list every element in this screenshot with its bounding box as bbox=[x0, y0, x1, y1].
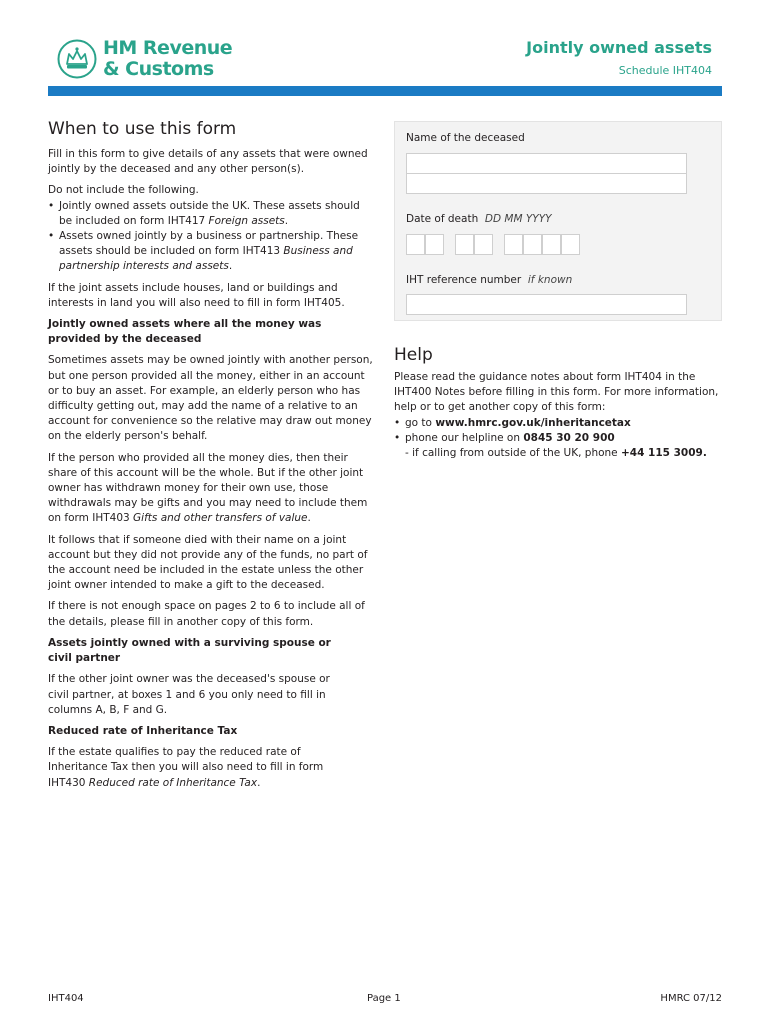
crown-crest-icon bbox=[57, 39, 97, 79]
abroad-note: - if calling from outside of the UK, phone +44 115 3009. bbox=[405, 447, 707, 460]
guidance-column bbox=[48, 118, 376, 797]
name-input-line1[interactable] bbox=[406, 153, 687, 174]
dod-month-digit-2[interactable] bbox=[474, 234, 493, 255]
dod-day-digit-1[interactable] bbox=[406, 234, 425, 255]
help-list bbox=[394, 416, 722, 446]
ref-hint: if known bbox=[527, 274, 573, 286]
reduced-heading: Reduced rate of Inheritance Tax bbox=[48, 724, 238, 737]
list-item: • go to www.hmrc.gov.uk/inheritancetax bbox=[394, 416, 722, 431]
list-item: • Jointly owned assets outside the UK. These assets should be included on form IHT417 Foreign assets. bbox=[48, 199, 376, 229]
helpline-number: 0845 30 20 900 bbox=[523, 431, 615, 444]
dod-year-digit-4[interactable] bbox=[561, 234, 580, 255]
money-heading: Jointly owned assets where all the money was provided by the deceased bbox=[48, 318, 322, 346]
org-name-line2: & Customs bbox=[103, 58, 214, 80]
exclude-list bbox=[48, 199, 376, 275]
spouse-heading: Assets jointly owned with a surviving spouse or civil partner bbox=[48, 636, 331, 665]
help-heading: Help bbox=[394, 345, 433, 365]
when-heading: When to use this form bbox=[48, 119, 237, 139]
money-p4: If there is not enough space on pages 2 to 6 to include all of the details, please fill in another copy of this form. bbox=[48, 600, 365, 628]
name-label: Name of the deceased bbox=[406, 132, 525, 144]
footer-version: HMRC 07/12 bbox=[660, 993, 722, 1004]
list-item: • Assets owned jointly by a business or partnership. These assets should be included on form IHT413 Business and partnership interests and assets. bbox=[48, 229, 376, 275]
exclude-intro: Do not include the following. bbox=[48, 184, 199, 197]
dod-year-digit-1[interactable] bbox=[504, 234, 523, 255]
reduced-body: If the estate qualifies to pay the reduced rate of Inheritance Tax then you will also need to fill in form IHT430 Reduced rate of Inheritance Tax. bbox=[48, 746, 324, 789]
dod-label: Date of death DD MM YYYY bbox=[406, 213, 552, 225]
iht-reference-input[interactable] bbox=[406, 294, 687, 315]
footer-page-number: Page 1 bbox=[367, 993, 401, 1004]
form-title: Jointly owned assets bbox=[526, 38, 712, 57]
dod-month-digit-1[interactable] bbox=[455, 234, 474, 255]
ref-label: IHT reference number if known bbox=[406, 274, 573, 286]
spouse-body: If the other joint owner was the deceased's spouse or civil partner, at boxes 1 and 6 you only need to fill in columns A, B, F and G. bbox=[48, 673, 330, 716]
hmrc-logo bbox=[57, 38, 232, 80]
deceased-details-panel bbox=[394, 121, 722, 321]
name-input-line2[interactable] bbox=[406, 173, 687, 194]
footer-form-code: IHT404 bbox=[48, 993, 84, 1004]
dod-format-hint: DD MM YYYY bbox=[484, 213, 552, 225]
when-intro: Fill in this form to give details of any assets that were owned jointly by the deceased and any other person(s). bbox=[48, 148, 368, 176]
help-intro: Please read the guidance notes about form IHT404 in the IHT400 Notes before filling in this form. For more information, help or to get another copy of this form: bbox=[394, 371, 719, 414]
dod-day-digit-2[interactable] bbox=[425, 234, 444, 255]
list-item: • phone our helpline on 0845 30 20 900 bbox=[394, 431, 722, 446]
hmrc-website-link[interactable]: www.hmrc.gov.uk/inheritancetax bbox=[435, 416, 631, 429]
money-p1: Sometimes assets may be owned jointly with another person, but one person provided all the money, either in an account or to buy an asset. For example, an elderly person who has difficulty getting out, may add the name of a relative to an account for convenience so the relative may draw out money on the elderly person's behalf. bbox=[48, 354, 373, 443]
header-divider-bar bbox=[48, 86, 722, 96]
dod-year-digit-3[interactable] bbox=[542, 234, 561, 255]
international-number: +44 115 3009. bbox=[620, 447, 707, 460]
help-section bbox=[394, 344, 722, 461]
dod-year-digit-2[interactable] bbox=[523, 234, 542, 255]
houses-note: If the joint assets include houses, land or buildings and interests in land you will also need to fill in form IHT405. bbox=[48, 281, 345, 309]
money-p3: It follows that if someone died with their name on a joint account but they did not provide any of the funds, no part of the account need be included in the estate unless the other joint owner intended to make a gift to the deceased. bbox=[48, 533, 368, 592]
money-p2: If the person who provided all the money dies, then their share of this account will be the whole. But if the other joint owner has withdrawn money for their own use, those withdrawals may be gifts and you may need to include them on form IHT403 Gifts and other transfers of value. bbox=[48, 451, 368, 525]
org-name-line1: HM Revenue bbox=[103, 37, 233, 59]
schedule-label: Schedule IHT404 bbox=[618, 64, 712, 77]
